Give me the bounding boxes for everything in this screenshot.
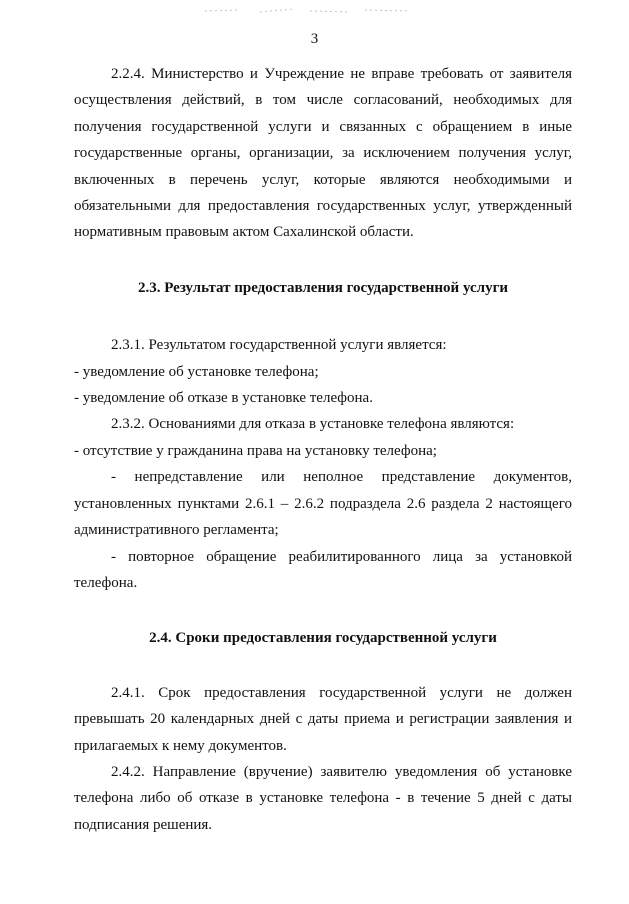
paragraph-2-4-2	[74, 759, 572, 838]
paragraph-2-3-1: 2.3.1. Результатом государственной услуги является:	[111, 337, 447, 354]
paragraph-line: получения государственной услуги и связанных с обращением в иные	[74, 118, 572, 135]
paragraph-line: включенных в перечень услуг, которые являются необходимыми и	[74, 171, 572, 188]
document-body	[74, 61, 572, 838]
section-heading-2-4: 2.4. Сроки предоставления государственной услуги	[149, 630, 497, 647]
paragraph-line: государственные органы, организации, за исключением получения услуг,	[74, 145, 572, 162]
paragraph-line: - непредставление или неполное представление документов,	[111, 469, 572, 486]
list-item: - уведомление об отказе в установке телефона.	[74, 390, 373, 407]
page-number: 3	[310, 31, 319, 47]
paragraph-2-3-2: 2.3.2. Основаниями для отказа в установке телефона являются:	[111, 416, 515, 433]
paragraph-line: телефона либо об отказе в установке телефона - в течение 5 дней с даты	[74, 790, 572, 807]
paragraph-line: обязательными для предоставления государственных услуг, утвержденный	[74, 198, 572, 215]
list-item: - уведомление об установке телефона;	[74, 363, 319, 380]
paragraph-line: 2.4.1. Срок предоставления государственной услуги не должен	[111, 684, 572, 701]
paragraph-2-2-4	[74, 61, 572, 246]
paragraph-2-4-1	[74, 680, 572, 759]
paragraph-line: 2.2.4. Министерство и Учреждение не вправе требовать от заявителя	[111, 66, 572, 82]
list-item-multiline	[74, 544, 572, 597]
paragraph-line: превышать 20 календарных дней с даты приема и регистрации заявления и	[74, 711, 572, 728]
paragraph-line: установленных пунктами 2.6.1 – 2.6.2 подраздела 2.6 раздела 2 настоящего	[74, 495, 572, 512]
section-heading-2-3: 2.3. Результат предоставления государственной услуги	[137, 279, 509, 296]
paragraph-line: нормативным правовым актом Сахалинской области.	[74, 224, 414, 241]
paragraph-line: - повторное обращение реабилитированного лица за установкой	[111, 548, 572, 565]
paragraph-line: прилагаемых к нему документов.	[74, 737, 287, 754]
paragraph-line: подписания решения.	[74, 816, 213, 833]
paragraph-line: административного регламента;	[74, 522, 279, 539]
scan-artifact	[200, 2, 420, 18]
paragraph-line: 2.4.2. Направление (вручение) заявителю уведомления об установке	[111, 763, 572, 780]
list-item: - отсутствие у гражданина права на установку телефона;	[74, 442, 437, 459]
list-item-multiline	[74, 464, 572, 543]
paragraph-line: осуществления действий, в том числе согласований, необходимых для	[74, 92, 572, 109]
paragraph-line: телефона.	[74, 574, 138, 591]
